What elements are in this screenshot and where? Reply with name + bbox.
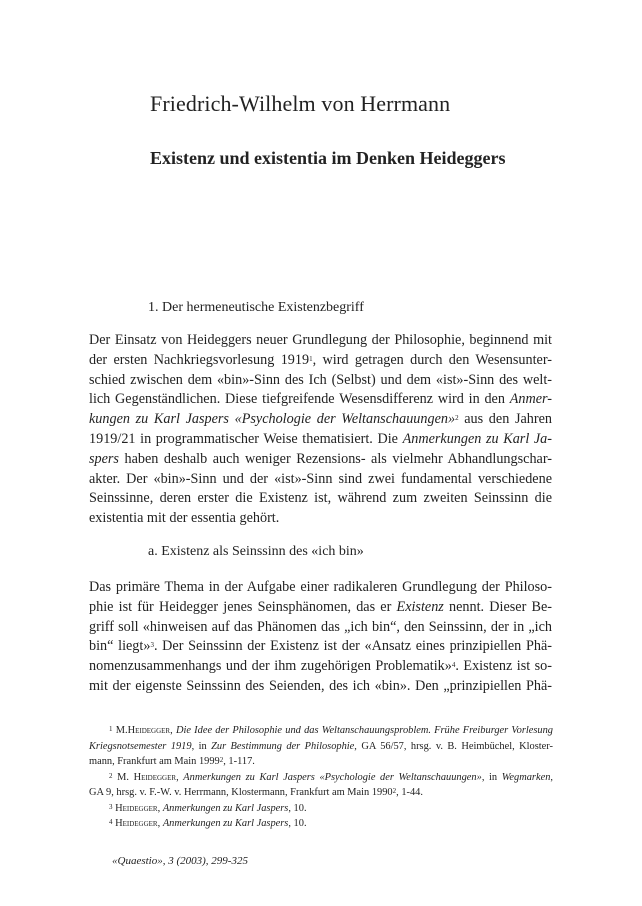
footnotes	[89, 723, 553, 832]
text-line: mit der eigenste Seinssinn des Seienden, des ich «bin». Den „prinzipiellen Phä-	[89, 677, 552, 694]
text-line: Der Einsatz von Heideggers neuer Grundlegung der Philosophie, beginnend mit	[89, 332, 552, 348]
text-line: nomenzusammenhangs und der ihm zugehörigen Problematik»$^4$. Existenz ist so-	[89, 658, 552, 675]
footnote-ref: 4	[451, 661, 456, 670]
text-line: existentia mit der essentia gehört.	[89, 510, 280, 527]
paragraph-2	[89, 578, 552, 697]
text-line: kungen zu Karl Jaspers «Psychologie der Weltanschauungen»$^2$ aus den Jahren	[89, 411, 552, 428]
footnote-2-line: GA 9, hrsg. v. F.-W. v. Herrmann, Klostermann, Frankfurt am Main 1990$^2$, 1-44.	[89, 787, 423, 798]
text-line: phie ist für Heidegger jenes Seinsphänomen, das er Existenz nennt. Dieser Be-	[89, 598, 552, 615]
journal-citation: «Quaestio», 3 (2003), 299-325	[112, 855, 248, 867]
article-title: Existenz und existentia im Denken Heideggers	[150, 148, 506, 168]
footnote-1-line: mann, Frankfurt am Main 1999$^2$, 1-117.	[89, 756, 255, 767]
text-line: griff soll «hinweisen auf das Phänomen das „ich bin“, den Seinssinn, der in „ich	[89, 618, 552, 635]
text-line: schied zwischen dem «bin»-Sinn des Ich (Selbst) und dem «ist»-Sinn des welt-	[89, 371, 552, 388]
footnote-1-line: Kriegsnotsemester 1919, in Zur Bestimmung der Philosophie, GA 56/57, hrsg. v. B. Heimbüchel, Kloster-	[89, 740, 553, 752]
footnote-2: $^2$ M. Heidegger, Anmerkungen zu Karl Jaspers «Psychologie der Weltanschauungen», in Wegmarken,	[109, 771, 553, 783]
text-line: Seinssinne, deren erster die Existenz ist, während zum zweiten Seinssinn die	[89, 490, 552, 507]
text-line: 1919/21 in programmatischer Weise thematisiert. Die Anmerkungen zu Karl Ja-	[89, 430, 552, 447]
text-line: lich Gegenständlichen. Diese tiefgreifende Wesensdifferenz wird in den Anmer-	[89, 391, 552, 408]
text-line: spers haben deshalb auch weniger Rezensions- als vielmehr Abhandlungschar-	[89, 450, 552, 467]
footnote-4: $^4$ Heidegger, Anmerkungen zu Karl Jaspers, 10.	[109, 818, 307, 829]
footnote-ref: 3	[150, 641, 154, 650]
paragraph-1	[89, 331, 552, 529]
text-line: bin“ liegt»$^3$. Der Seinssinn der Existenz ist der «Ansatz eines prinzipiellen Phä-	[89, 638, 552, 655]
footnote-ref: 2	[455, 414, 459, 423]
text-line: akter. Der «bin»-Sinn und der «ist»-Sinn sind zwei fundamental verschiedene	[89, 470, 552, 487]
section-heading: 1. Der hermeneutische Existenzbegriff	[148, 300, 364, 315]
text-line: Das primäre Thema in der Aufgabe einer radikaleren Grundlegung der Philoso-	[89, 579, 552, 595]
footnote-ref: 1	[309, 354, 313, 363]
footnote-1: $^1$ M.Heidegger, Die Idee der Philosophie und das Weltanschauungsproblem. Frühe Freiburger Vorlesung	[109, 725, 553, 736]
footnote-3: $^3$ Heidegger, Anmerkungen zu Karl Jaspers, 10.	[109, 802, 307, 814]
subsection-heading: a. Existenz als Seinssinn des «ich bin»	[148, 544, 364, 559]
author-name: Friedrich-Wilhelm von Herrmann	[150, 91, 451, 116]
text-line: der ersten Nachkriegsvorlesung 1919$^1$, wird getragen durch den Wesensunter-	[89, 351, 552, 368]
